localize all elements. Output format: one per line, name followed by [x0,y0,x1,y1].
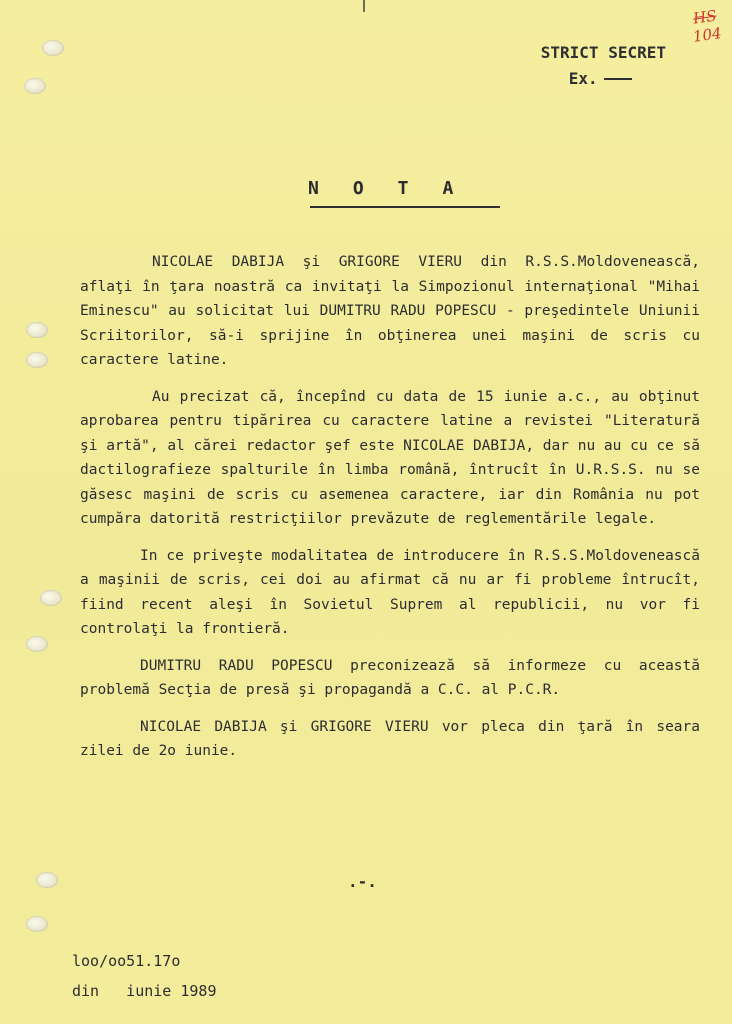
document-footer [72,946,217,1006]
title-underline [310,206,500,208]
paragraph: In ce priveşte modalitatea de introducere în R.S.S.Moldovenească a maşinii de scris, cei doi au afirmat că nu ar fi probleme întrucît, fiind recent aleşi în Sovietul Suprem al republicii, nu vor fi controlaţi la frontieră. [80,547,700,637]
punch-hole [26,322,48,338]
document-body [80,250,700,776]
punch-hole [26,636,48,652]
end-mark: .-. [348,872,377,891]
classification-block [541,40,666,92]
copy-number-blank [604,66,632,80]
document-title: NOTA [308,178,488,199]
handwritten-archive-number [682,5,731,47]
punch-hole [36,872,58,888]
punch-hole [42,40,64,56]
scan-mark [363,0,365,12]
punch-hole [26,916,48,932]
punch-hole [24,78,46,94]
punch-hole [40,590,62,606]
copy-label: Ex. [568,69,598,88]
reference-number: loo/oo51.17o [72,952,181,970]
paragraph: Au precizat că, începînd cu data de 15 iunie a.c., au obţinut aprobarea pentru tipărirea cu caractere latine a revistei "Literatură şi artă", al cărei redactor şef este NICOLAE DABIJA, dar nu au cu ce să dactilografieze spalturile în limba română, întrucît în U.R.S.S. nu se găsesc maşini de scris cu asemenea caractere, iar din România nu pot cumpăra datorită restricţiilor prevăzute de reglementările legale. [80,388,700,527]
punch-hole [26,352,48,368]
paragraph: DUMITRU RADU POPESCU preconizează să informeze cu această problemă Secţia de presă şi propagandă a C.C. al P.C.R. [80,657,700,698]
handwritten-note-top: HS [691,6,718,28]
handwritten-note-bottom: 104 [691,24,723,46]
paragraph: NICOLAE DABIJA şi GRIGORE VIERU din R.S.S.Moldovenească, aflaţi în ţara noastră ca invitaţi la Simpozionul internaţional "Mihai Eminescu" au solicitat lui DUMITRU RADU POPESCU - preşedintele Uniunii Scriitorilor, să-i sprijine în obţinerea unei maşini de scris cu caractere latine. [80,254,700,368]
paragraph: NICOLAE DABIJA şi GRIGORE VIERU vor pleca din ţară în seara zilei de 2o iunie. [80,718,700,759]
classification-label: STRICT SECRET [540,43,666,62]
document-date: din iunie 1989 [72,982,217,1000]
